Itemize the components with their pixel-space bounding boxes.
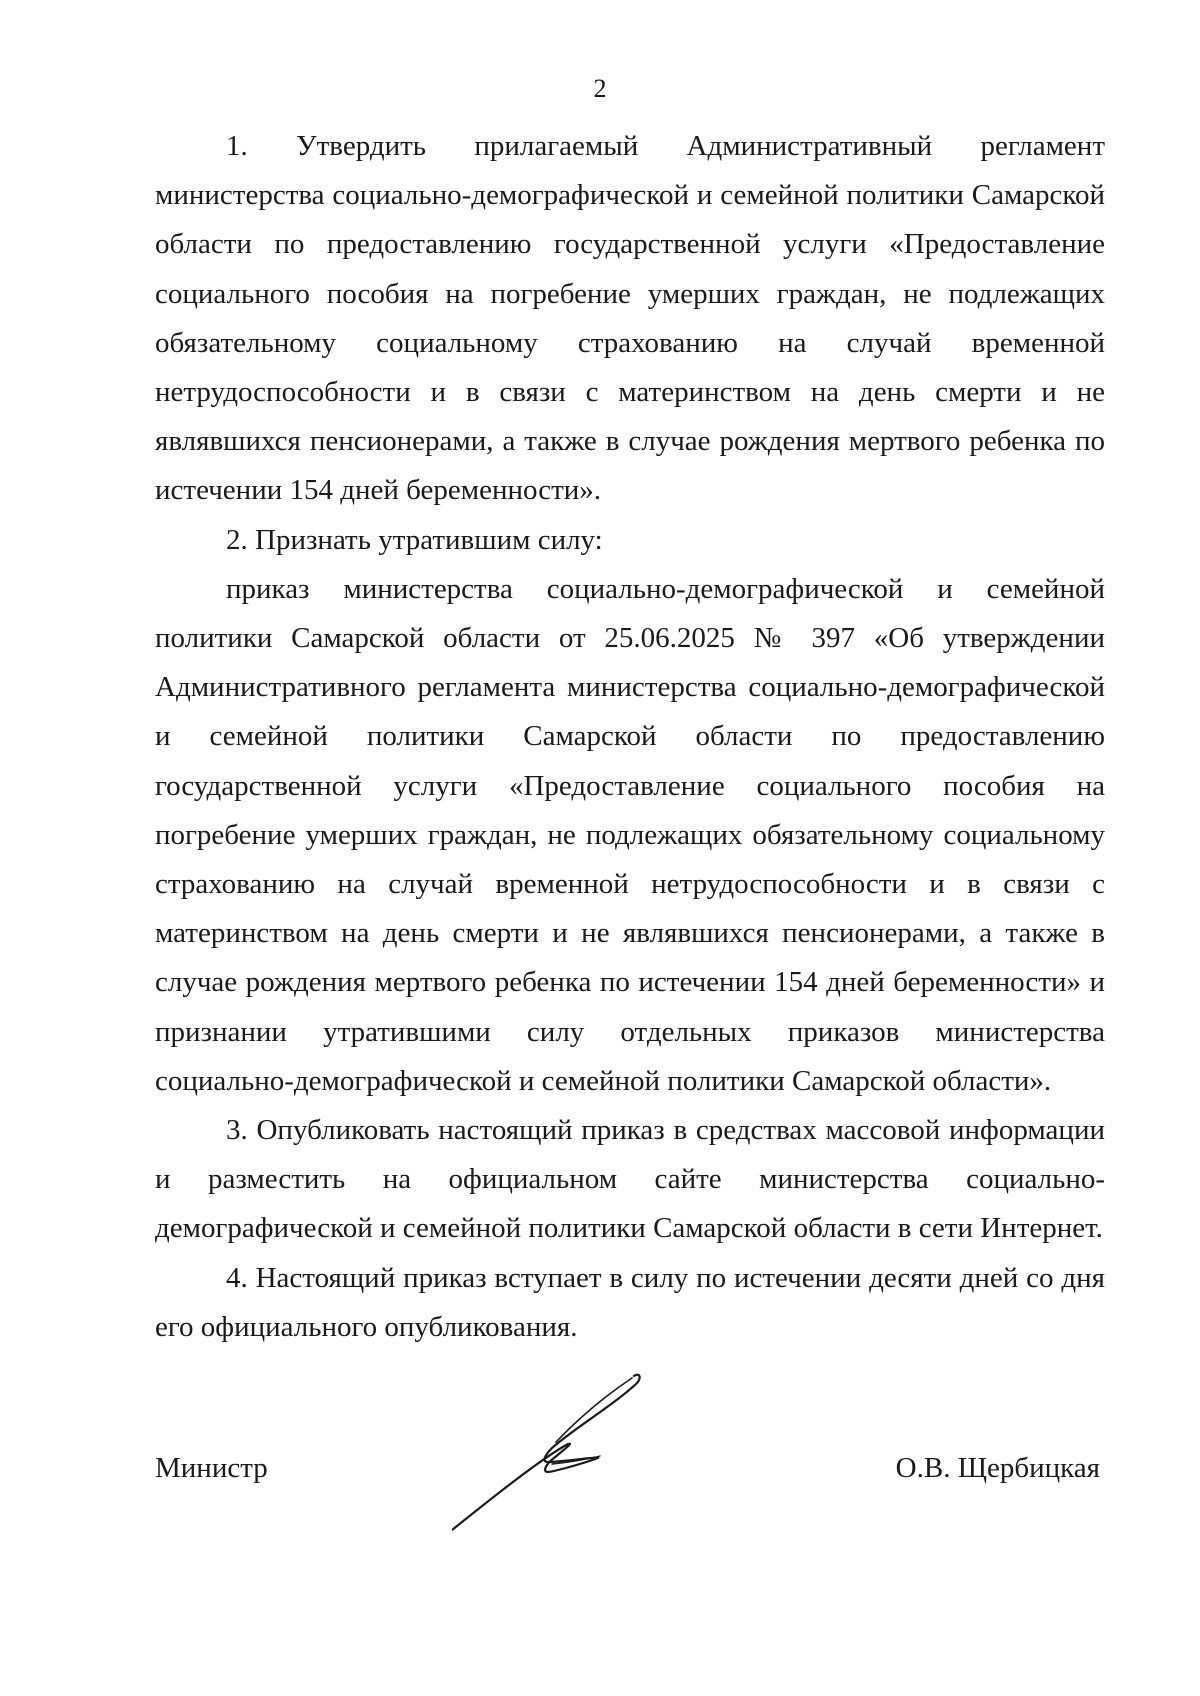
signatory-name: О.В. Щербицкая — [895, 1452, 1100, 1484]
paragraph-effective-date: 4. Настоящий приказ вступает в силу по истечении десяти дней со дня его официального опубликования. — [155, 1261, 1105, 1343]
signatory-title: Министр — [155, 1452, 268, 1484]
paragraph-publish: 3. Опубликовать настоящий приказ в средствах массовой информации и разместить на официальном сайте министерства социально-демографической и семейной политики Самарской области в сети Интернет. — [155, 1114, 1105, 1245]
paragraph-approve-regulation: 1. Утвердить прилагаемый Административный регламент министерства социально-демографической и семейной политики Самарской области по предоставлению государственной услуги «Предоставление социального пособия на погребение умерших граждан, не подлежащих обязательному социальному страхованию на случай временной нетрудоспособности и в связи с материнством на день смерти и не являвшихся пенсионерами, а также в случае рождения мертвого ребенка по истечении 154 дней беременности». — [155, 130, 1105, 507]
handwritten-signature-icon — [452, 1368, 702, 1538]
paragraph-repeal-heading: 2. Признать утратившим силу: — [226, 523, 603, 556]
document-body — [155, 122, 1105, 1352]
page-number: 2 — [593, 74, 607, 103]
paragraph-repealed-order: приказ министерства социально-демографической и семейной политики Самарской области от 25.06.2025 № 397 «Об утверждении Административного регламента министерства социально-демографической и семейной политики Самарской области по предоставлению государственной услуги «Предоставление социального пособия на погребение умерших граждан, не подлежащих обязательному социальному страхованию на случай временной нетрудоспособности и в связи с материнством на день смерти и не являвшихся пенсионерами, а также в случае рождения мертвого ребенка по истечении 154 дней беременности» и признании утратившими силу отдельных приказов министерства социально-демографической и семейной политики Самарской области». — [155, 572, 1105, 1097]
